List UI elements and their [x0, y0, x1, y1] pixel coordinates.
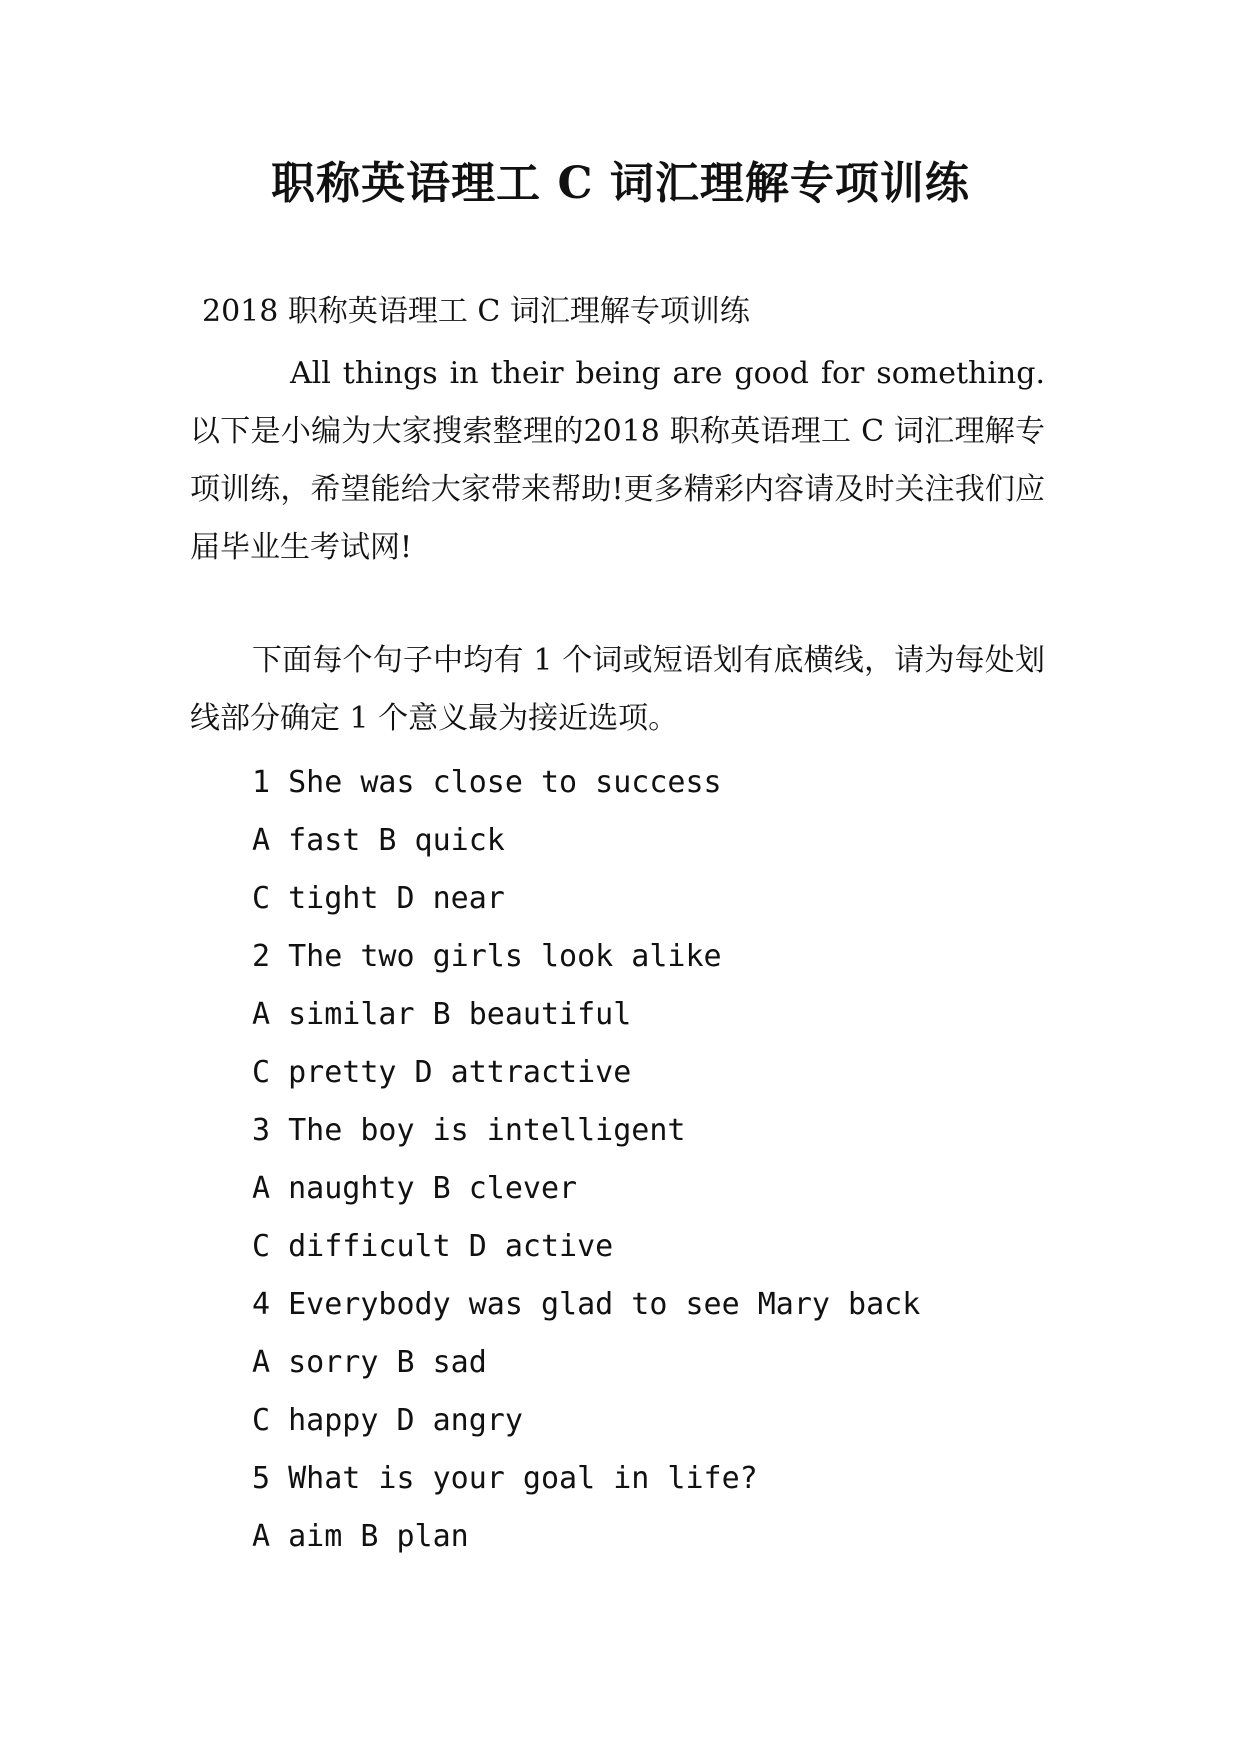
question-line: A aim B plan	[252, 1519, 469, 1554]
question-line: C happy D angry	[252, 1403, 523, 1438]
question-line: A naughty B clever	[252, 1171, 578, 1206]
question-line: C pretty D attractive	[252, 1055, 632, 1090]
question-line: A sorry B sad	[252, 1345, 487, 1380]
question-line: A similar B beautiful	[252, 997, 632, 1032]
document-title: 职称英语理工 C 词汇理解专项训练	[271, 158, 970, 209]
question-line: C difficult D active	[252, 1229, 614, 1264]
question-line: 2 The two girls look alike	[252, 939, 722, 974]
instructions-paragraph: 下面每个句子中均有 1 个词或短语划有底横线，请为每处划线部分确定 1 个意义最为接近选项。	[190, 643, 1045, 736]
question-line: 5 What is your goal in life?	[252, 1461, 758, 1496]
document-subtitle: 2018 职称英语理工 C 词汇理解专项训练	[202, 294, 750, 329]
question-line: C tight D near	[252, 881, 505, 916]
question-line: A fast B quick	[252, 823, 505, 858]
question-list	[252, 754, 920, 1566]
intro-paragraph: All things in their being are good for something.以下是小编为大家搜索整理的2018 职称英语理工 C 词汇理解专项训练，希望能给大家带来帮助!更多精彩内容请及时关注我们应届毕业生考试网!	[190, 356, 1045, 565]
question-line: 3 The boy is intelligent	[252, 1113, 686, 1148]
question-line: 1 She was close to success	[252, 765, 722, 800]
question-line: 4 Everybody was glad to see Mary back	[252, 1287, 921, 1322]
